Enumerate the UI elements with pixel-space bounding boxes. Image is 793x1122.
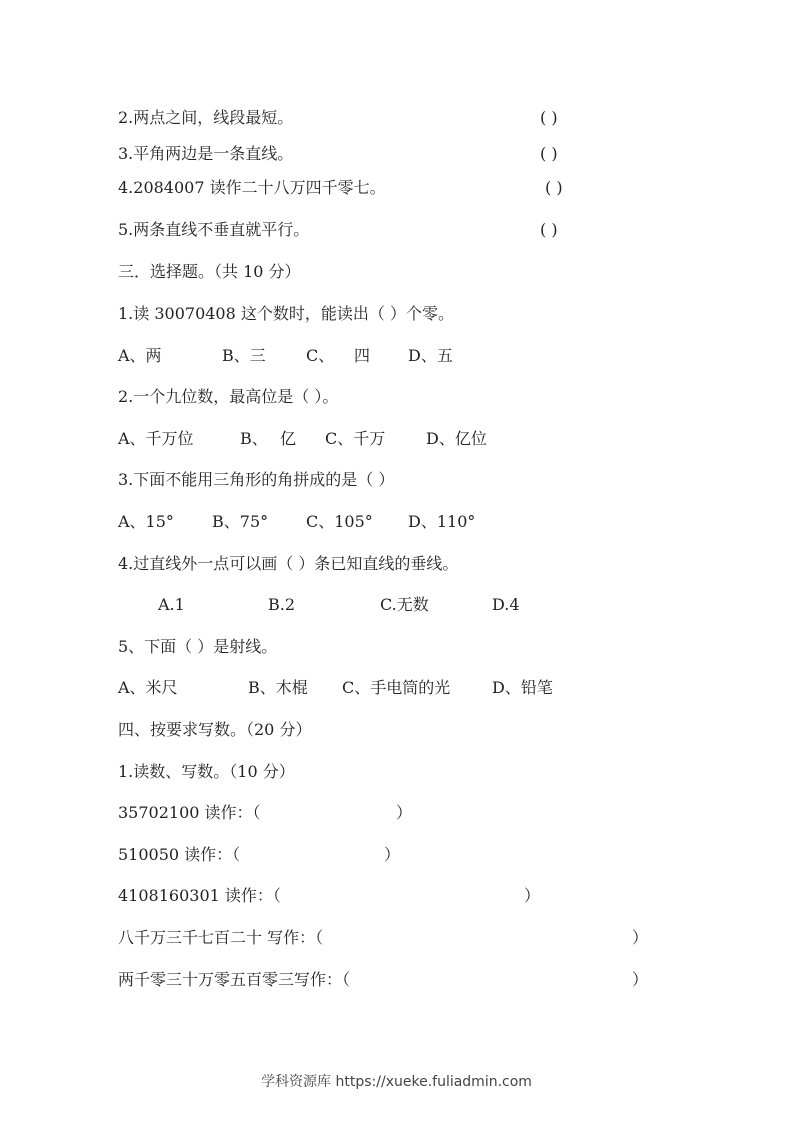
option-d: D、五	[408, 346, 453, 365]
option-c: C、	[306, 346, 335, 365]
option-a: A、15°	[118, 512, 174, 531]
option-b: B.2	[268, 595, 296, 614]
option-b: B、75°	[212, 512, 269, 531]
option-c: C.无数	[380, 595, 429, 614]
option-c: C、千万	[325, 429, 386, 448]
option-b: B、木棍	[248, 678, 308, 697]
judge-item-3: 3.平角两边是一条直线。	[118, 144, 294, 163]
judge-item-5: 5.两条直线不垂直就平行。	[118, 220, 310, 239]
write-number-item: 八千万三千七百二十 写作：（	[118, 928, 324, 947]
choice-question-4: 4.过直线外一点可以画（ ）条已知直线的垂线。	[118, 554, 459, 573]
read-number-item: 510050 读作：（	[118, 845, 241, 864]
choice-question-5: 5、下面（ ）是射线。	[118, 637, 278, 656]
option-b: B、	[240, 429, 268, 448]
section-3-title: 三．选择题。（共 10 分）	[118, 262, 301, 281]
closing-paren: ）	[524, 886, 541, 905]
answer-paren: ( )	[540, 144, 558, 163]
option-a: A、千万位	[118, 429, 194, 448]
read-number-item: 4108160301 读作：（	[118, 886, 281, 905]
option-b: B、三	[222, 346, 266, 365]
option-d: D.4	[492, 595, 520, 614]
option-d: D、铅笔	[492, 678, 553, 697]
closing-paren: ）	[632, 970, 649, 989]
footer-watermark: 学科资源库 https://xueke.fuliadmin.com	[261, 1074, 532, 1090]
option-c-text: 四	[354, 346, 371, 365]
closing-paren: ）	[384, 845, 401, 864]
section-4-title: 四、按要求写数。（20 分）	[118, 720, 312, 739]
option-a: A、两	[118, 346, 162, 365]
option-d: D、亿位	[426, 429, 487, 448]
option-c: C、105°	[306, 512, 373, 531]
judge-item-4: 4.2084007 读作二十八万四千零七。	[118, 178, 386, 197]
choice-question-1: 1.读 30070408 这个数时，能读出（ ）个零。	[118, 304, 454, 323]
read-number-item: 35702100 读作：（	[118, 803, 261, 822]
option-a: A、米尺	[118, 678, 178, 697]
subsection-title: 1.读数、写数。（10 分）	[118, 762, 295, 781]
option-c: C、手电筒的光	[342, 678, 451, 697]
choice-question-3: 3.下面不能用三角形的角拼成的是（ ）	[118, 470, 395, 489]
choice-question-2: 2.一个九位数，最高位是（ ）。	[118, 387, 339, 406]
closing-paren: ）	[396, 803, 413, 822]
closing-paren: ）	[632, 928, 649, 947]
judge-item-2: 2.两点之间，线段最短。	[118, 108, 294, 127]
option-d: D、110°	[408, 512, 476, 531]
answer-paren: ( )	[540, 220, 558, 239]
write-number-item: 两千零三十万零五百零三写作：（	[118, 970, 351, 989]
option-b-text: 亿	[280, 429, 297, 448]
answer-paren: ( )	[545, 178, 563, 197]
option-a: A.1	[158, 595, 185, 614]
answer-paren: ( )	[540, 108, 558, 127]
